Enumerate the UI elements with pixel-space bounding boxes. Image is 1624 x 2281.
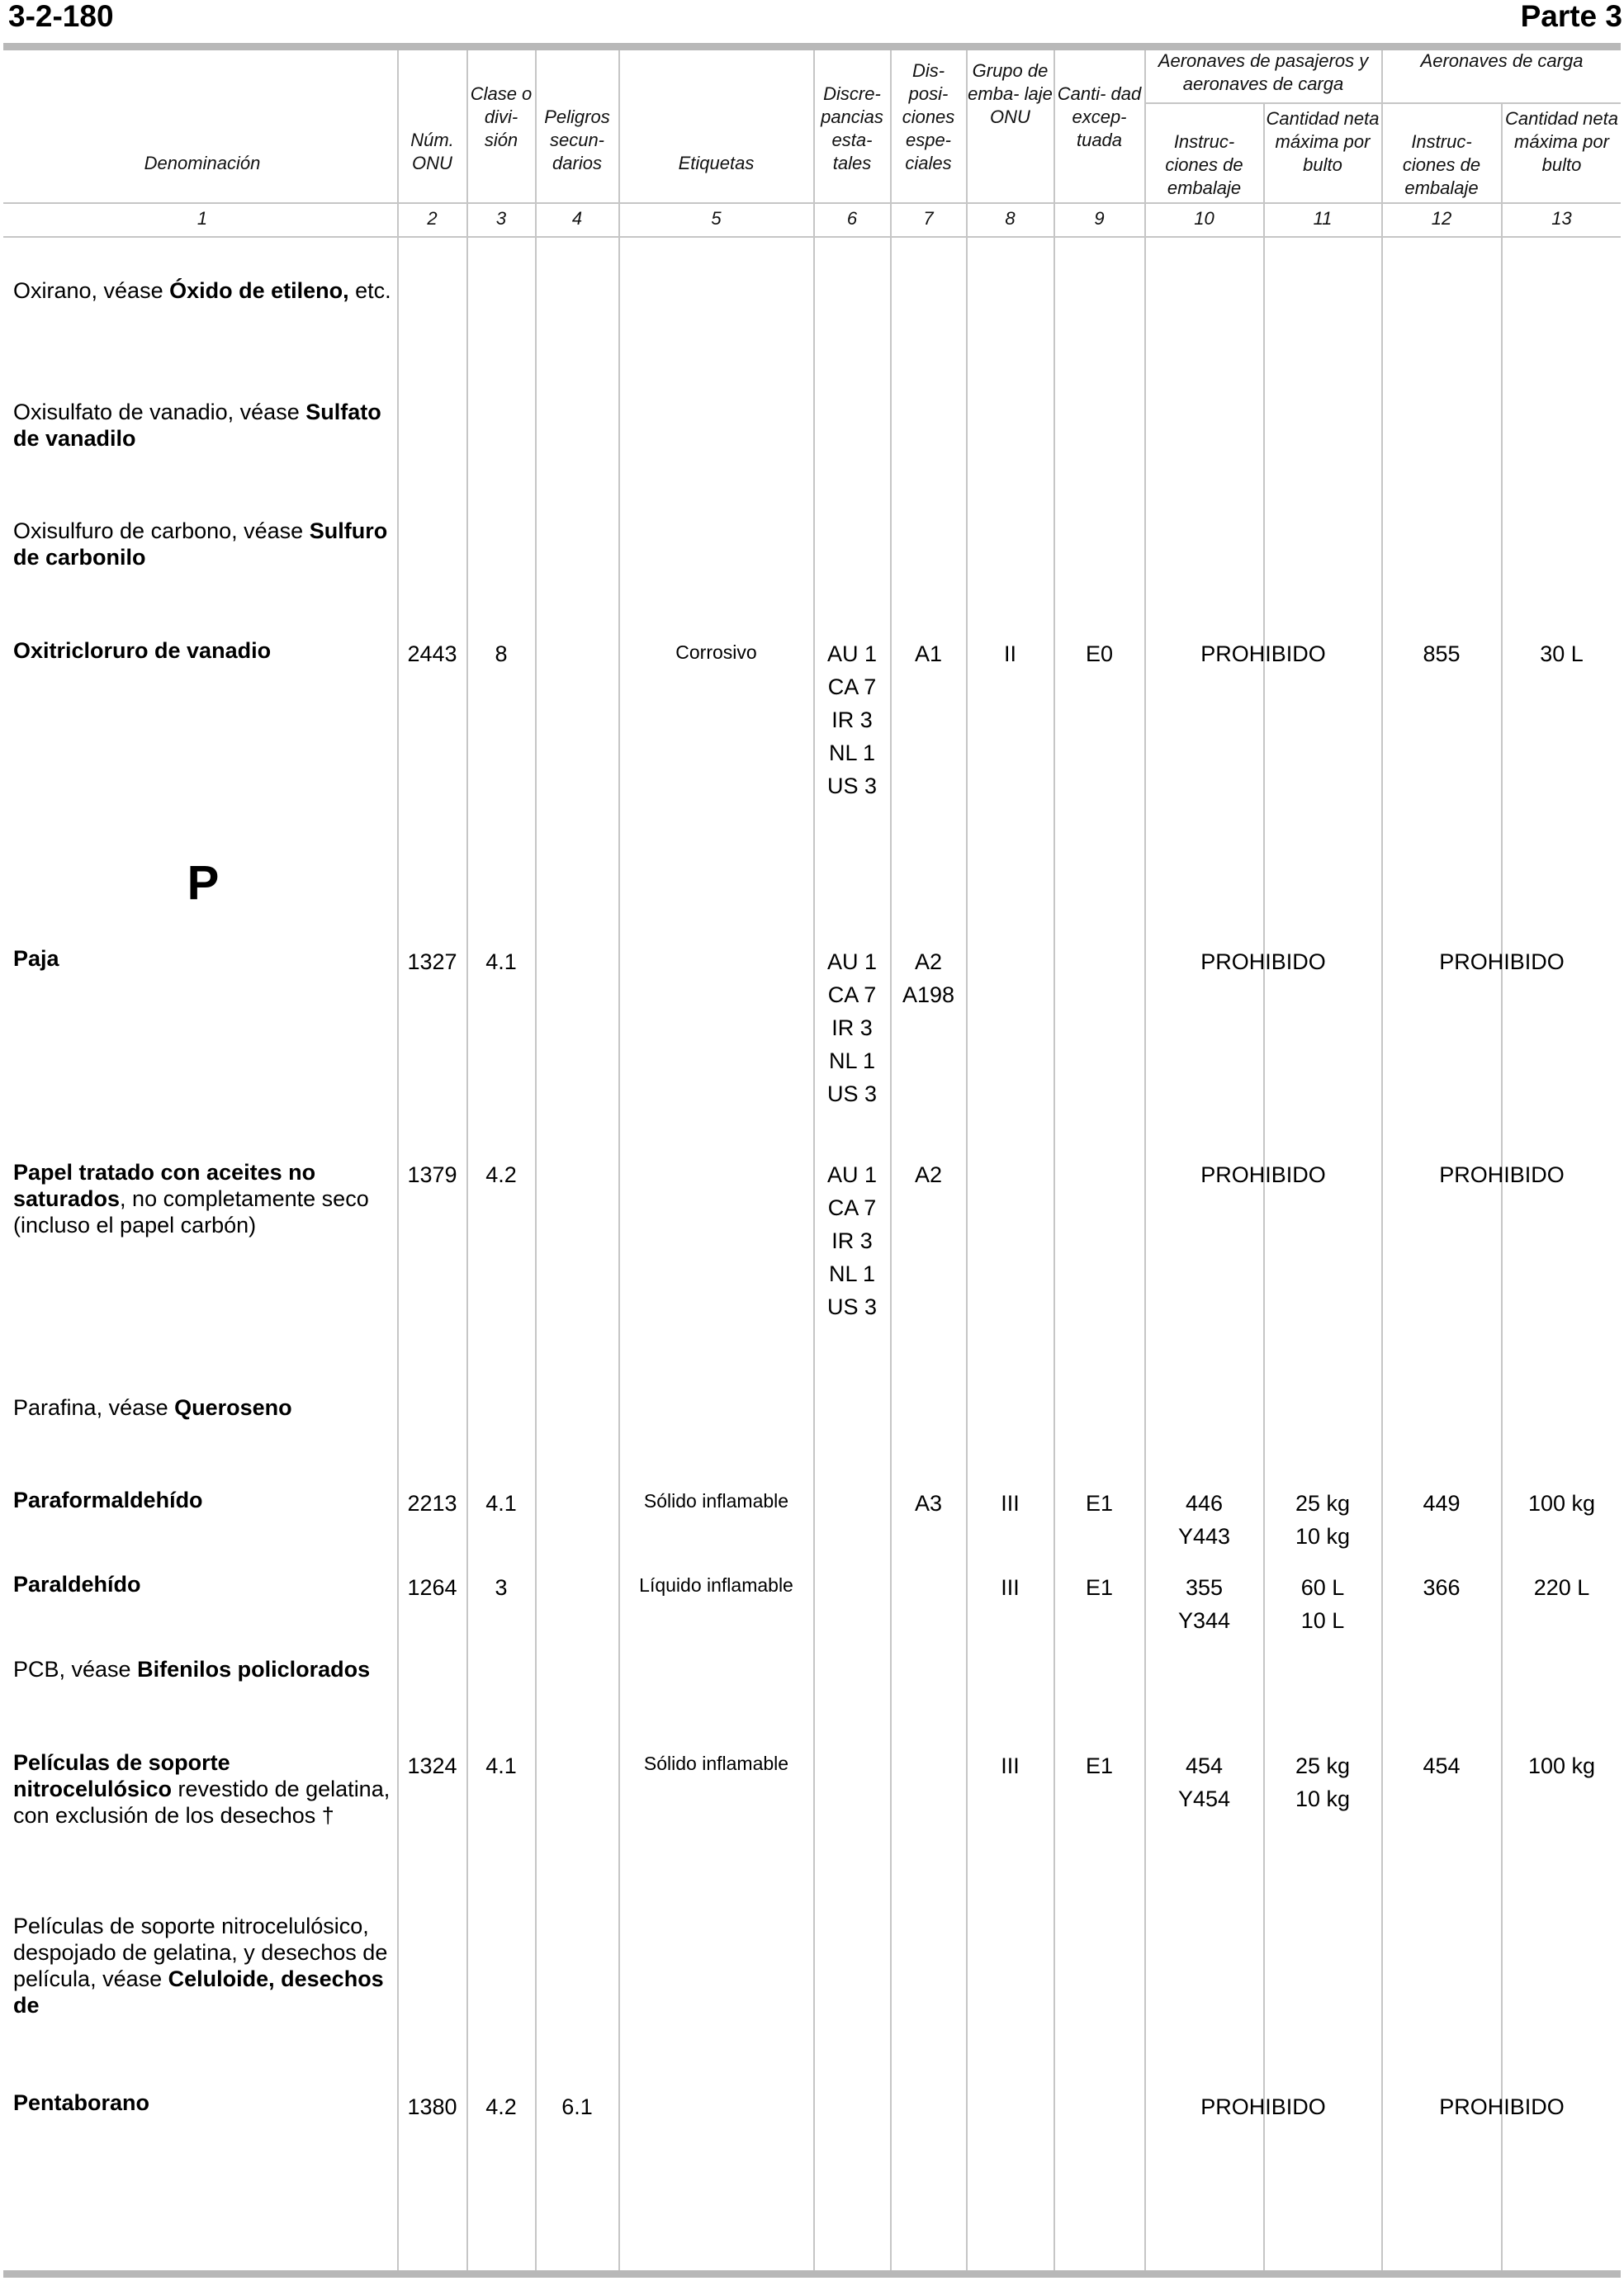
hazard-label: Líquido inflamable <box>639 1574 793 1596</box>
packing-group: III <box>1001 1753 1020 1778</box>
entry-name: Papel tratado con aceites no saturados, no completamente seco (incluso el papel carbón) <box>13 1160 369 1238</box>
un-number: 1380 <box>407 2094 457 2119</box>
un-number: 1379 <box>407 1162 457 1187</box>
column-divider <box>1053 50 1055 2270</box>
col-number-5: 5 <box>711 208 722 229</box>
packing-group: III <box>1001 1575 1020 1600</box>
entry-name: Paja <box>13 946 59 971</box>
cargo-max-quantity: 220 L <box>1533 1575 1590 1600</box>
entry-name: Parafina, véase Queroseno <box>13 1395 292 1420</box>
header-col-13: Cantidad neta máxima por bulto <box>1505 108 1618 175</box>
cargo-max-quantity: 100 kg <box>1527 1753 1596 1778</box>
un-number: 1324 <box>407 1753 457 1778</box>
packing-group: II <box>1003 641 1016 666</box>
class-division: 3 <box>495 1575 508 1600</box>
col-number-2: 2 <box>427 208 438 229</box>
packing-group: III <box>1001 1491 1020 1516</box>
col-number-12: 12 <box>1431 208 1452 229</box>
header-col-11: Cantidad neta máxima por bulto <box>1266 108 1380 175</box>
state-variations: AU 1 CA 7 IR 3 NL 1 US 3 <box>826 949 878 1106</box>
entry-name: Oxisulfato de vanadio, véase Sulfato de vanadilo <box>13 400 381 451</box>
group-header-rule <box>1145 102 1621 104</box>
col-number-8: 8 <box>1005 208 1016 229</box>
bottom-rule <box>3 2270 1621 2278</box>
col-number-1: 1 <box>196 208 208 229</box>
column-divider <box>535 50 537 2270</box>
cargo-max-quantity: 30 L <box>1540 641 1584 666</box>
passenger-packing-instruction: 446 Y443 <box>1177 1491 1231 1549</box>
entry-name: Paraformaldehído <box>13 1488 203 1512</box>
entry-name: Películas de soporte nitrocelulósico revestido de gelatina, con exclusión de los desechos † <box>13 1750 391 1828</box>
header-col-12: Instruc- ciones de embalaje <box>1402 131 1481 198</box>
header-passenger-aircraft: Aeronaves de pasajeros y aeronaves de carga <box>1158 50 1369 94</box>
header-col-2: Núm. ONU <box>410 130 454 173</box>
passenger-packing-instruction: 454 Y454 <box>1177 1753 1231 1811</box>
column-divider <box>618 50 620 2270</box>
entry-name: Pentaborano <box>13 2090 150 2115</box>
passenger-forbidden: PROHIBIDO <box>1200 949 1326 974</box>
passenger-max-quantity: 60 L 10 L <box>1300 1575 1345 1633</box>
col-number-3: 3 <box>495 208 507 229</box>
passenger-forbidden: PROHIBIDO <box>1200 641 1326 666</box>
header-col-10: Instruc- ciones de embalaje <box>1165 131 1243 198</box>
special-provisions: A2 A198 <box>902 949 955 1007</box>
part-label: Parte 3 <box>1520 0 1622 33</box>
class-division: 8 <box>495 641 508 666</box>
header-col-5: Etiquetas <box>678 153 755 173</box>
special-provisions: A2 <box>914 1162 943 1187</box>
cargo-forbidden: PROHIBIDO <box>1439 1162 1565 1187</box>
excepted-quantity: E1 <box>1085 1491 1114 1516</box>
class-division: 4.1 <box>485 1753 517 1778</box>
header-rule <box>3 202 1621 204</box>
un-number: 1327 <box>407 949 457 974</box>
excepted-quantity: E1 <box>1085 1753 1114 1778</box>
entry-name: Películas de soporte nitrocelulósico, despojado de gelatina, y desechos de película, véase Celuloide, desechos de <box>13 1914 388 2018</box>
cargo-max-quantity: 100 kg <box>1527 1491 1596 1516</box>
header-col-4: Peligros secun- darios <box>544 106 610 173</box>
class-division: 4.1 <box>485 949 517 974</box>
cargo-forbidden: PROHIBIDO <box>1439 949 1565 974</box>
entry-name: Oxitricloruro de vanadio <box>13 638 272 663</box>
cargo-packing-instruction: 454 <box>1423 1753 1461 1778</box>
entry-name: Oxirano, véase Óxido de etileno, etc. <box>13 278 391 303</box>
state-variations: AU 1 CA 7 IR 3 NL 1 US 3 <box>826 1162 878 1319</box>
excepted-quantity: E0 <box>1085 641 1114 666</box>
col-number-7: 7 <box>923 208 934 229</box>
hazard-label: Sólido inflamable <box>643 1753 789 1774</box>
cargo-packing-instruction: 449 <box>1423 1491 1461 1516</box>
special-provisions: A1 <box>914 641 943 666</box>
un-number: 2213 <box>407 1491 457 1516</box>
entry-name: PCB, véase Bifenilos policlorados <box>13 1657 371 1682</box>
class-division: 4.2 <box>485 1162 517 1187</box>
running-head <box>8 0 1622 43</box>
subsidiary-hazard: 6.1 <box>561 2094 593 2119</box>
excepted-quantity: E1 <box>1085 1575 1114 1600</box>
cargo-forbidden: PROHIBIDO <box>1439 2094 1565 2119</box>
header-col-6: Discre- pancias esta- tales <box>821 83 883 173</box>
entry-name: Paraldehído <box>13 1572 141 1597</box>
col-number-10: 10 <box>1194 208 1214 229</box>
col-number-4: 4 <box>571 208 583 229</box>
passenger-packing-instruction: 355 Y344 <box>1177 1575 1231 1633</box>
header-col-3: Clase o divi- sión <box>470 83 533 150</box>
col-number-13: 13 <box>1551 208 1572 229</box>
cargo-packing-instruction: 855 <box>1423 641 1461 666</box>
un-number: 1264 <box>407 1575 457 1600</box>
number-row-rule <box>3 236 1621 238</box>
section-letter: P <box>187 856 220 910</box>
col-number-6: 6 <box>846 208 858 229</box>
state-variations: AU 1 CA 7 IR 3 NL 1 US 3 <box>826 641 878 798</box>
class-division: 4.1 <box>485 1491 517 1516</box>
passenger-max-quantity: 25 kg 10 kg <box>1295 1491 1351 1549</box>
header-col-1: Denominación <box>144 153 261 173</box>
page-number: 3-2-180 <box>8 0 114 33</box>
header-col-7: Dis- posi- ciones espe- ciales <box>902 60 955 173</box>
cargo-packing-instruction: 366 <box>1423 1575 1461 1600</box>
header-cargo-aircraft: Aeronaves de carga <box>1420 50 1584 71</box>
column-divider <box>966 50 968 2270</box>
hazard-label: Corrosivo <box>675 641 757 663</box>
passenger-forbidden: PROHIBIDO <box>1200 1162 1326 1187</box>
passenger-forbidden: PROHIBIDO <box>1200 2094 1326 2119</box>
header-col-8: Grupo de emba- laje ONU <box>968 60 1053 127</box>
hazard-label: Sólido inflamable <box>643 1490 789 1512</box>
col-number-11: 11 <box>1313 208 1333 229</box>
header-col-9: Canti- dad excep- tuada <box>1057 83 1142 150</box>
class-division: 4.2 <box>485 2094 517 2119</box>
entry-name: Oxisulfuro de carbono, véase Sulfuro de carbonilo <box>13 518 388 570</box>
special-provisions: A3 <box>914 1491 943 1516</box>
passenger-max-quantity: 25 kg 10 kg <box>1295 1753 1351 1811</box>
un-number: 2443 <box>407 641 457 666</box>
col-number-9: 9 <box>1094 208 1105 229</box>
